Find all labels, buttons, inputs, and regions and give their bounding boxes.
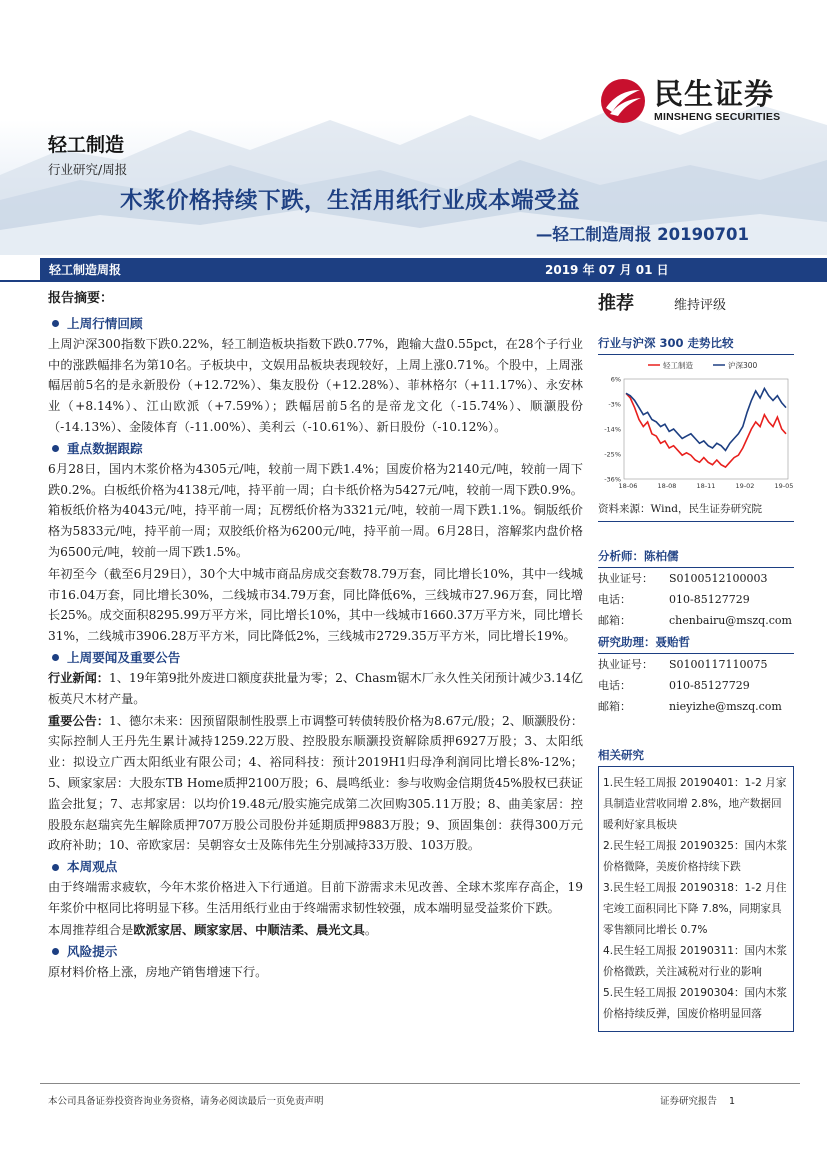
report-type: 行业研究/周报: [48, 162, 128, 177]
view-text: 由于终端需求疲软，今年木浆价格进入下行通道。目前下游需求未见改善、全球木浆库存高企，19年浆价中枢同比将明显下移。生活用纸行业由于终端需求韧性较强，成本端明显受益浆价下跌。: [48, 880, 583, 915]
kv-key: 邮箱：: [598, 614, 631, 627]
summary-title: 报告摘要：: [48, 291, 114, 306]
chart-frame: [624, 379, 788, 479]
series-line-industry: [626, 393, 786, 467]
recommend-suffix: 。: [364, 922, 378, 937]
y-tick-label: -25%: [604, 450, 621, 459]
kv-value: chenbairu@mszq.com: [669, 614, 792, 627]
chart-heading: 行业与沪深 300 走势比较: [598, 335, 794, 355]
analyst-heading: 分析师：陈柏儒: [598, 548, 794, 568]
related-research-heading: 相关研究: [598, 747, 794, 767]
bullet-icon: [52, 948, 59, 955]
bullet-icon: [52, 320, 59, 327]
bullet-icon: [52, 654, 59, 661]
related-item[interactable]: 5.民生轻工周报 20190304：国内木浆价格持续反弹，国废价格明显回落: [603, 987, 787, 1020]
bullet-icon: [52, 445, 59, 452]
report-subtitle: —轻工制造周报 20190701: [535, 225, 749, 244]
footer-right: [660, 1093, 735, 1107]
industry-news-text: [48, 668, 583, 710]
summary-column: [48, 289, 583, 983]
kv-key: 电话：: [598, 679, 631, 692]
kv-value: S0100512100003: [669, 572, 768, 585]
kv-key: 执业证号：: [598, 572, 653, 585]
industry-news-body: 1、19年第9批外废进口额度获批量为零；2、Chasm锯木厂永久性关闭预计减少3.14亿板英尺木材产量。: [48, 670, 583, 706]
key-data-housing-text: 年初至今（截至6月29日），30个大中城市商品房成交套数78.79万套，同比增长10%，其中一线城市16.04万套，同比增长30%，二线城市34.79万套，同比降低6%，三线城市27.96万套，同比增长25%。成交面积8295.99万平方米，同比增长10%，其中一线城市1660.37万平方米，同比增长31%，二线城市3906.28万平方米，同比降低2%，三线城市2729.35万平方米，同比增长19%。: [48, 566, 583, 644]
related-item[interactable]: 3.民生轻工周报 20190318：1-2 月住宅竣工面积同比下降 7.8%，同期家具零售额同比增长 0.7%: [603, 882, 787, 936]
report-info-bar: [40, 258, 827, 280]
rating-sub: 维持评级: [674, 298, 727, 313]
bar-report-date: 2019 年 07 月 01 日: [545, 263, 669, 277]
y-tick-label: -3%: [608, 400, 621, 409]
chart-legend: [648, 360, 758, 370]
recommend-text: [48, 920, 583, 941]
footer-report-label: 证券研究报告: [660, 1096, 718, 1107]
notices-text: [48, 711, 583, 857]
kv-key: 电话：: [598, 593, 631, 606]
kv-key: 执业证号：: [598, 658, 653, 671]
industry-news-lead: 行业新闻：: [48, 670, 109, 685]
chart-lines: [626, 389, 786, 468]
minsheng-logo-icon: [600, 78, 646, 124]
industry-label: 轻工制造: [48, 134, 125, 156]
analyst-license-row: [598, 568, 794, 589]
trend-chart: [598, 357, 794, 497]
risk-text: 原材料价格上涨，房地产销售增速下行。: [48, 964, 268, 979]
section-heading-text: 上周要闻及重要公告: [67, 649, 181, 665]
report-title: 木浆价格持续下跌，生活用纸行业成本端受益: [120, 188, 581, 214]
x-tick-label: 19-05: [774, 482, 794, 490]
section-heading-risk: [52, 942, 583, 962]
rating-label: 推荐: [598, 293, 634, 314]
section-heading-market-review: [52, 314, 583, 334]
y-tick-label: 6%: [610, 375, 621, 384]
x-tick-label: 18-11: [696, 482, 716, 490]
section-heading-text: 本周观点: [67, 859, 118, 875]
assistant-contact: [598, 654, 794, 717]
kv-value: S0100117110075: [669, 658, 768, 671]
brand-name-cn: 民生证券: [654, 77, 775, 111]
bar-divider: [0, 280, 827, 282]
rating-row: [598, 289, 794, 315]
section-heading-key-data: [52, 439, 583, 459]
footer-divider: [40, 1083, 800, 1084]
related-item[interactable]: 1.民生轻工周报 20190401：1-2 月家具制造业营收同增 2.8%，地产数据回暖利好家具板块: [603, 777, 787, 831]
trend-chart-svg: [598, 357, 794, 497]
sidebar-column: [598, 289, 794, 1032]
analyst-contact: [598, 568, 794, 631]
y-tick-label: -14%: [604, 425, 621, 434]
notices-body: 1、德尔未来：因预留限制性股票上市调整可转债转股价格为8.67元/股；2、顺灏股份：实际控制人王丹先生累计减持1259.22万股、控股股东顺灏投资解除质押6927万股；3、太阳纸业：拟设立广西太阳纸业有限公司；4、裕同科技：预计2019H1归母净利润同比增长8%-12%；5、顾家家居：大股东TB Home质押2100万股；6、晨鸣纸业：参与收购金信期货45%股权已获证监会批复；7、志邦家居：以均价19.48元/股实施完成第二次回购305.11万股；8、曲美家居：控股股东赵瑞宾先生解除质押707万股公司股份并延期质押9883万股；9、顶固集创：获得300万元政府补助；10、帝欧家居：吴朝容女士及陈伟先生分别减持33万股、103万股。: [48, 713, 584, 853]
kv-value: 010-85127729: [669, 679, 750, 692]
recommend-portfolio: 欧派家居、顾家家居、中顺洁柔、晨光文具: [133, 922, 365, 937]
kv-key: 邮箱：: [598, 700, 631, 713]
analyst-phone-row: [598, 589, 794, 610]
footer-disclaimer: 本公司具备证券投资咨询业务资格，请务必阅读最后一页免责声明: [48, 1096, 324, 1107]
section-heading-text: 上周行情回顾: [67, 315, 143, 331]
kv-value: nieyizhe@mszq.com: [669, 700, 782, 713]
related-item[interactable]: 4.民生轻工周报 20190311：国内木浆价格微跌，关注减税对行业的影响: [603, 945, 787, 978]
brand-name-en: MINSHENG SECURITIES: [654, 111, 781, 123]
assistant-license-row: [598, 654, 794, 675]
section-heading-view: [52, 857, 583, 877]
notices-lead: 重要公告：: [48, 713, 110, 728]
header-mountain-background: [0, 0, 827, 255]
section-heading-text: 风险提示: [67, 943, 118, 959]
recommend-prefix: 本周推荐组合是: [48, 922, 134, 937]
x-tick-label: 19-02: [735, 482, 755, 490]
section-heading-news: [52, 648, 583, 668]
section-heading-text: 重点数据跟踪: [67, 440, 143, 456]
bar-report-name: 轻工制造周报: [49, 263, 122, 277]
assistant-heading: 研究助理：聂贻哲: [598, 634, 794, 654]
assistant-phone-row: [598, 675, 794, 696]
market-review-text: 上周沪深300指数下跌0.22%，轻工制造板块指数下跌0.77%，跑输大盘0.55pct，在28个子行业中的涨跌幅排名为第10名。子板块中，文娱用品板块表现较好，上周上涨0.71%。个股中，上周涨幅居前5名的是永新股份（+12.72%）、集友股份（+12.28%）、菲林格尔（+11.17%）、永安林业（+8.14%）、江山欧派（+7.59%）；跌幅居前5名的是帝龙文化（-15.74%）、顺灏股份（-14.13%）、金陵体育（-11.00%）、美利云（-10.61%）、新日股份（-10.12%）。: [48, 336, 583, 434]
legend-label-hs300: 沪深300: [728, 361, 758, 370]
chart-source: 资料来源：Wind，民生证券研究院: [598, 501, 794, 522]
key-data-prices-text: 6月28日，国内木浆价格为4305元/吨，较前一周下跌1.4%；国废价格为2140元/吨，较前一周下跌0.2%。白板纸价格为4138元/吨，持平前一周；白卡纸价格为5427元/吨，较前一周下跌0.9%。箱板纸价格为4043元/吨，持平前一周；瓦楞纸价格为3321元/吨，较前一周下跌1.1%。铜版纸价格为5833元/吨，持平前一周；双胶纸价格为6200元/吨，持平前一周。6月28日，溶解浆内盘价格为6500元/吨，较前一周下跌1.5%。: [48, 461, 583, 559]
legend-label-industry: 轻工制造: [663, 361, 693, 370]
assistant-email-row: [598, 696, 794, 717]
related-item[interactable]: 2.民生轻工周报 20190325：国内木浆价格微降，美废价格持续下跌: [603, 840, 787, 873]
analyst-email-row: [598, 610, 794, 631]
y-tick-label: -36%: [604, 475, 621, 484]
page-number: 1: [729, 1096, 736, 1107]
kv-value: 010-85127729: [669, 593, 750, 606]
chart-axes: [604, 376, 793, 491]
brand-logo: [600, 78, 780, 124]
related-research-list: [598, 767, 794, 1032]
bullet-icon: [52, 864, 59, 871]
x-tick-label: 18-06: [618, 482, 638, 490]
x-tick-label: 18-08: [657, 482, 677, 490]
